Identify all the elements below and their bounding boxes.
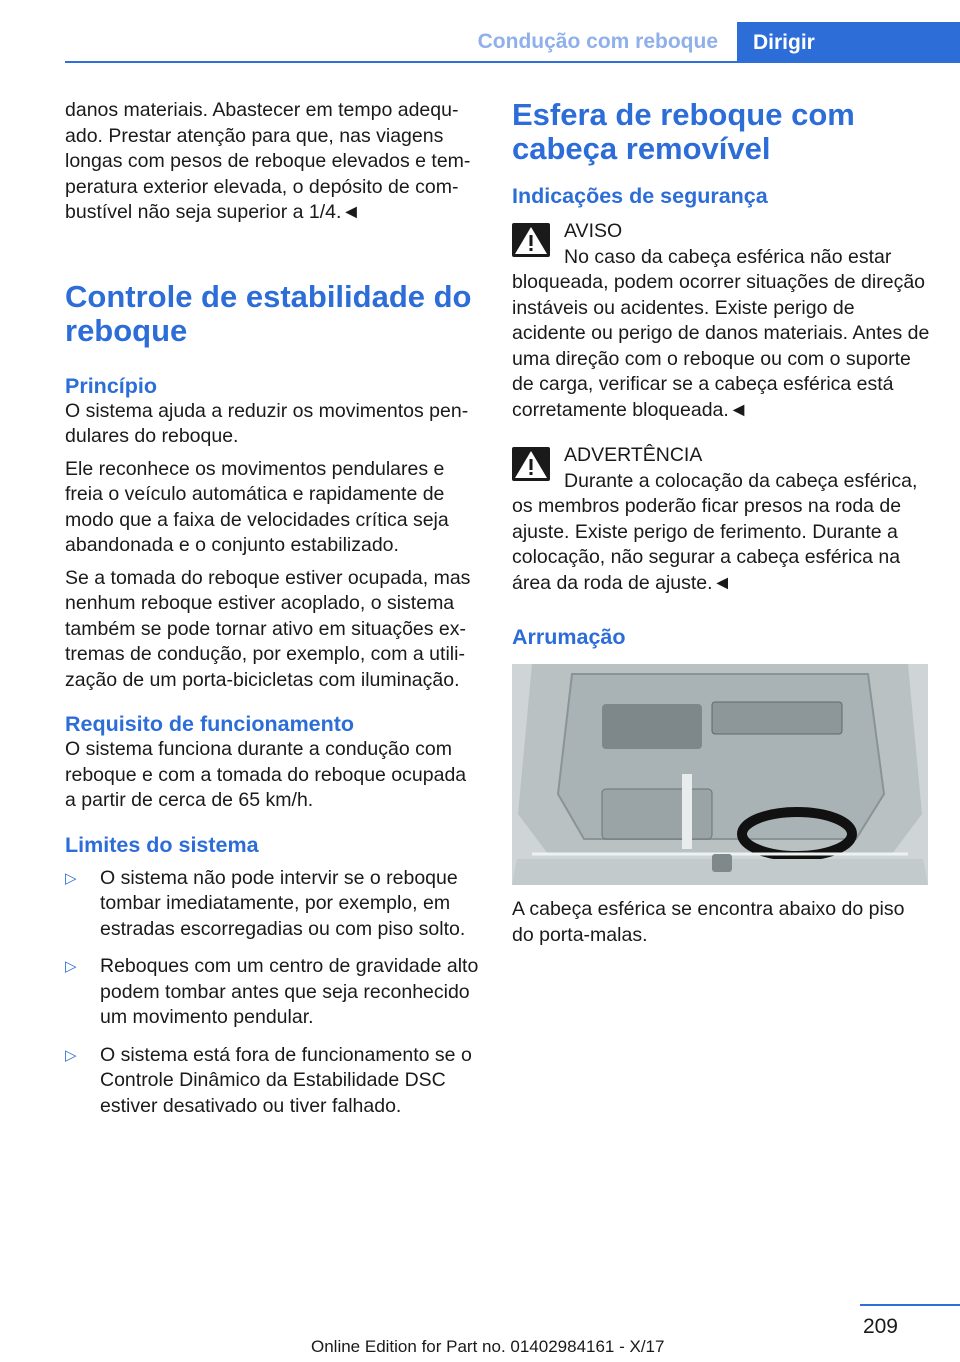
list-item: ▷ O sistema está fora de funcionamento se o Controle Dinâmico da Estabilidade DSC estiver desativado ou tiver falhado.: [65, 1043, 472, 1117]
intro-paragraph: danos materiais. Abastecer em tempo adequado. Prestar atenção para que, nas viagens longas com pesos de reboque elevados e temperatura exterior elevada, o depósito de combustível não seja superior a 1/4.◄: [65, 99, 471, 223]
section-title-trailer-stability: Controle de estabilidade do reboque: [65, 278, 472, 348]
warning-body: Durante a colocação da cabeça esférica, os membros poderão ficar presos na roda de ajuste. Existe perigo de ferimento. Durante a colocação, não segurar a cabeça esférica na área da roda de ajuste.◄: [512, 469, 918, 594]
right-column: [512, 98, 930, 955]
heading-requirement: Requisito de funcionamento: [65, 712, 355, 736]
warning-triangle-icon: [512, 447, 550, 481]
principle-paragraph-1: O sistema ajuda a reduzir os movimentos pendulares do reboque.: [65, 399, 469, 447]
triangle-bullet-icon: ▷: [65, 1046, 77, 1064]
requirement-paragraph: O sistema funciona durante a condução com reboque e com a tomada do reboque ocupada a partir de cerca de 65 km/h.: [65, 738, 467, 811]
warning-body: No caso da cabeça esférica não estar bloqueada, podem ocorrer situações de direção instáveis ou acidentes. Existe perigo de acidente ou perigo de danos materiais. Antes de uma direção com o reboque ou com o suporte de carga, verificar se a cabeça esférica está corretamente bloqueada.◄: [512, 245, 930, 421]
limits-list: [65, 866, 480, 1120]
warning-block-aviso: [512, 219, 930, 245]
list-item: ▷ O sistema não pode intervir se o reboque tombar imediatamente, por exemplo, em estradas escorregadias ou com piso solto.: [65, 866, 466, 940]
triangle-bullet-icon: ▷: [65, 958, 77, 975]
page-number: 209: [862, 1315, 898, 1338]
heading-principle: Princípio: [65, 373, 157, 398]
trunk-storage-photo: [512, 664, 928, 885]
left-column: [65, 98, 480, 1131]
warning-title: ADVERTÊNCIA: [564, 444, 703, 466]
warning-triangle-icon: [512, 223, 550, 257]
header-section-title: Condução com reboque: [477, 30, 718, 53]
photo-caption: A cabeça esférica se encontra abaixo do piso do porta-malas.: [512, 898, 905, 946]
warning-title: AVISO: [564, 220, 623, 242]
principle-paragraph-3: Se a tomada do reboque estiver ocupada, mas nenhum reboque estiver acoplado, o sistema também se pode tornar ativo em situações extremas de condução, por exemplo, com a utilização de um porta-bicicletas com iluminação.: [65, 566, 471, 691]
warning-block-advertencia: [512, 443, 930, 469]
heading-safety: Indicações de segurança: [512, 184, 768, 208]
heading-storage: Arrumação: [512, 625, 626, 649]
list-item: ▷ Reboques com um centro de gravidade alto podem tombar antes que seja reconhecido um movimento pendular.: [65, 955, 479, 1028]
triangle-bullet-icon: ▷: [65, 869, 77, 887]
section-title-removable-ball: Esfera de reboque com cabeça removível: [512, 97, 855, 166]
principle-paragraph-2: Ele reconhece os movimentos pendulares e freia o veículo automática e rapidamente de modo que a faixa de velocidades crítica seja abandonada e o conjunto estabilizado.: [65, 457, 449, 556]
footer-rule: [860, 1304, 960, 1306]
header-chapter-tab: Dirigir: [737, 22, 960, 63]
header-rule: [65, 61, 960, 63]
heading-system-limits: Limites do sistema: [65, 832, 259, 857]
edition-note: Online Edition for Part no. 01402984161 - X/17: [311, 1337, 665, 1356]
